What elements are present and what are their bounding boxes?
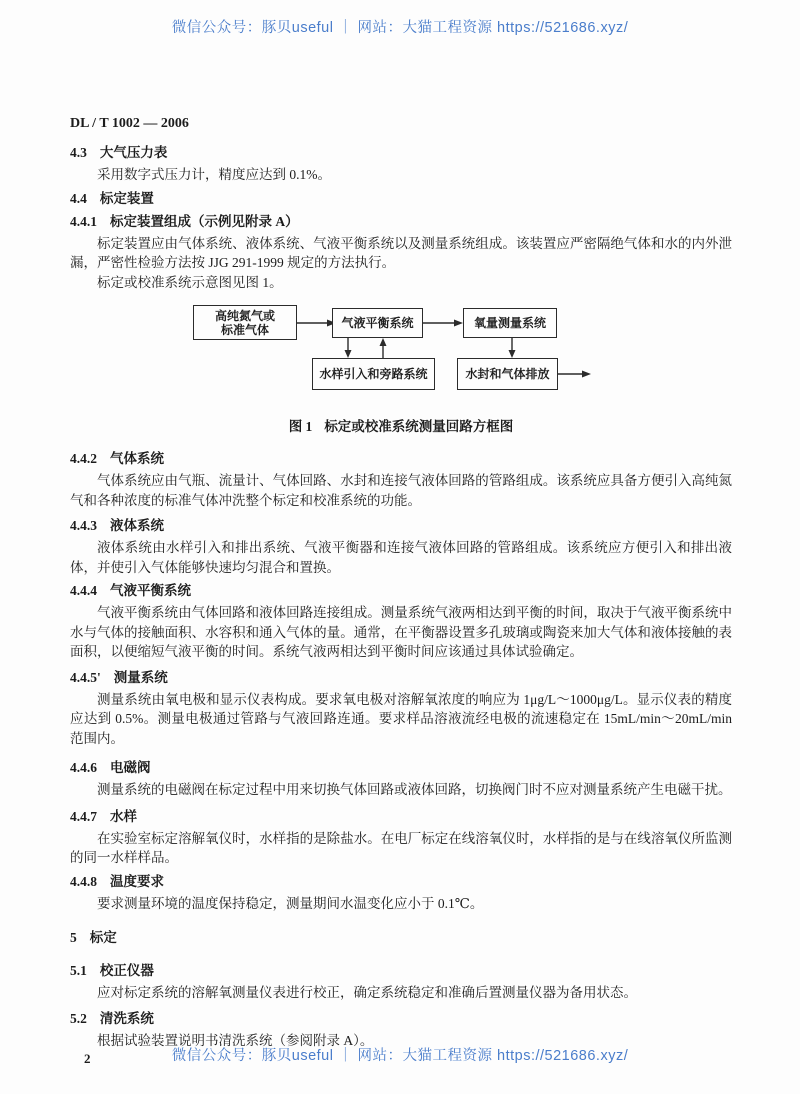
heading-number: 4.4.8 — [70, 873, 97, 889]
paragraph-4-4-7: 在实验室标定溶解氧仪时，水样指的是除盐水。在电厂标定在线溶氧仪时，水样指的是与在线溶氧仪所监测的同一水样样品。 — [70, 830, 732, 865]
heading-4-4-1 — [70, 212, 732, 231]
flow-box-oxygen-measurement — [463, 308, 557, 338]
heading-number: 4.4 — [70, 190, 87, 206]
heading-4-4-4 — [70, 581, 732, 600]
heading-4-4-3 — [70, 516, 732, 535]
standard-code: DL / T 1002 — 2006 — [70, 116, 189, 131]
flow-box-label: 标准气体 — [220, 322, 269, 337]
heading-number: 4.4.2 — [70, 451, 97, 466]
heading-4-4 — [70, 189, 732, 208]
heading-number: 4.4.6 — [70, 760, 97, 775]
figure-caption — [70, 415, 732, 435]
heading-title: 液体系统 — [110, 518, 164, 533]
heading-title: 水样 — [110, 808, 137, 824]
flow-box-gas-source — [193, 305, 297, 340]
flow-box-label: 水样引入和旁路系统 — [319, 367, 428, 381]
flow-box-water-sample-bypass — [312, 358, 435, 390]
flow-box-label: 高纯氮气或 — [214, 308, 275, 323]
figure-title: 标定或校准系统测量回路方框图 — [324, 419, 514, 434]
paragraph-4-4-1b: 标定或校准系统示意图见图 1。 — [97, 274, 283, 290]
heading-number: 5.2 — [70, 1010, 87, 1026]
paragraph-4-4-1a: 标定装置应由气体系统、液体系统、气液平衡系统以及测量系统组成。该装置应严密隔绝气体和水的内外泄漏，严密性检验方法按 JJG 291-1999 规定的方法执行。 — [70, 235, 732, 270]
heading-number: 4.4.5' — [70, 669, 101, 685]
heading-5-2 — [70, 1009, 732, 1028]
paragraph-4-4-6: 测量系统的电磁阀在标定过程中用来切换气体回路或液体回路，切换阀门时不应对测量系统产生电磁干扰。 — [97, 782, 732, 797]
heading-title: 标定 — [89, 930, 117, 945]
paragraph-4-4-5: 测量系统由氧电极和显示仪表构成。要求氧电极对溶解氧浓度的响应为 1μg/L～1000μg/L。显示仪表的精度应达到 0.5%。测量电极通过管路与气液回路连通。要求样品溶液流经电极的流速稳定在 15mL/min～20mL/min 范围内。 — [70, 691, 732, 746]
page-number: 2 — [84, 1051, 91, 1066]
heading-number: 4.4.7 — [70, 808, 97, 824]
heading-number: 4.4.4 — [70, 583, 97, 598]
heading-4-3 — [70, 143, 732, 162]
paragraph-4-4-4: 气液平衡系统由气体回路和液体回路连接组成。测量系统气液两相达到平衡的时间，取决于气液平衡系统中水与气体的接触面积、水容积和通入气体的量。通常，在平衡器设置多孔玻璃或陶瓷来加大气体和液体接触的表面积，以便缩短气液平衡的时间。系统气液两相达到平衡时间应该通过具体试验确定。 — [70, 605, 732, 659]
heading-title: 标定装置组成（示例见附录 A） — [110, 213, 299, 229]
heading-4-4-6 — [70, 758, 732, 777]
heading-title: 校正仪器 — [99, 963, 154, 978]
heading-title: 大气压力表 — [99, 145, 168, 160]
flow-box-water-seal-exhaust — [457, 358, 558, 390]
watermark-footer: 微信公众号：豚贝useful ｜ 网站：大猫工程资源 https://521686.xyz/ — [171, 1048, 629, 1064]
heading-4-4-7 — [70, 807, 732, 826]
heading-title: 测量系统 — [113, 669, 168, 685]
heading-number: 5 — [70, 930, 77, 945]
watermark-header: 微信公众号：豚贝useful ｜ 网站：大猫工程资源 https://521686.xyz/ — [171, 20, 629, 36]
heading-number: 4.4.3 — [70, 518, 97, 533]
paragraph-4-4-2: 气体系统应由气瓶、流量计、气体回路、水封和连接气液体回路的管路组成。该系统应具备方便引入高纯氮气和各种浓度的标准气体冲洗整个标定和校准系统的功能。 — [70, 473, 732, 508]
heading-5 — [70, 928, 732, 947]
figure-label: 图 1 — [288, 419, 313, 434]
heading-title: 电磁阀 — [110, 760, 151, 775]
heading-4-4-2 — [70, 449, 732, 468]
document-body — [70, 116, 732, 1050]
heading-title: 气液平衡系统 — [110, 583, 191, 598]
heading-title: 清洗系统 — [99, 1010, 154, 1026]
flow-box-label: 氧量测量系统 — [473, 316, 546, 330]
heading-4-4-5 — [70, 668, 732, 687]
paragraph-4-4-3: 液体系统由水样引入和排出系统、气液平衡器和连接气液体回路的管路组成。该系统应方便引入和排出液体，并使引入气体能够快速均匀混合和置换。 — [70, 540, 732, 575]
heading-title: 气体系统 — [110, 451, 164, 466]
flow-box-label: 水封和气体排放 — [465, 367, 550, 381]
heading-4-4-8 — [70, 872, 732, 891]
figure-1-diagram — [70, 298, 732, 406]
paragraph-5-2: 根据试验装置说明书清洗系统（参阅附录 A）。 — [97, 1032, 374, 1048]
heading-number: 5.1 — [70, 963, 87, 978]
heading-number: 4.3 — [70, 145, 87, 160]
heading-title: 标定装置 — [99, 190, 154, 206]
heading-5-1 — [70, 961, 732, 980]
paragraph-5-1: 应对标定系统的溶解氧测量仪表进行校正，确定系统稳定和准确后置测量仪器为备用状态。 — [97, 985, 637, 1000]
paragraph-4-3: 采用数字式压力计，精度应达到 0.1%。 — [97, 167, 331, 182]
flow-box-label: 气液平衡系统 — [341, 316, 414, 330]
flow-box-gas-liquid-balance — [332, 308, 423, 338]
heading-title: 温度要求 — [110, 873, 164, 889]
heading-number: 4.4.1 — [70, 213, 97, 229]
paragraph-4-4-8: 要求测量环境的温度保持稳定，测量期间水温变化应小于 0.1℃。 — [97, 895, 484, 911]
